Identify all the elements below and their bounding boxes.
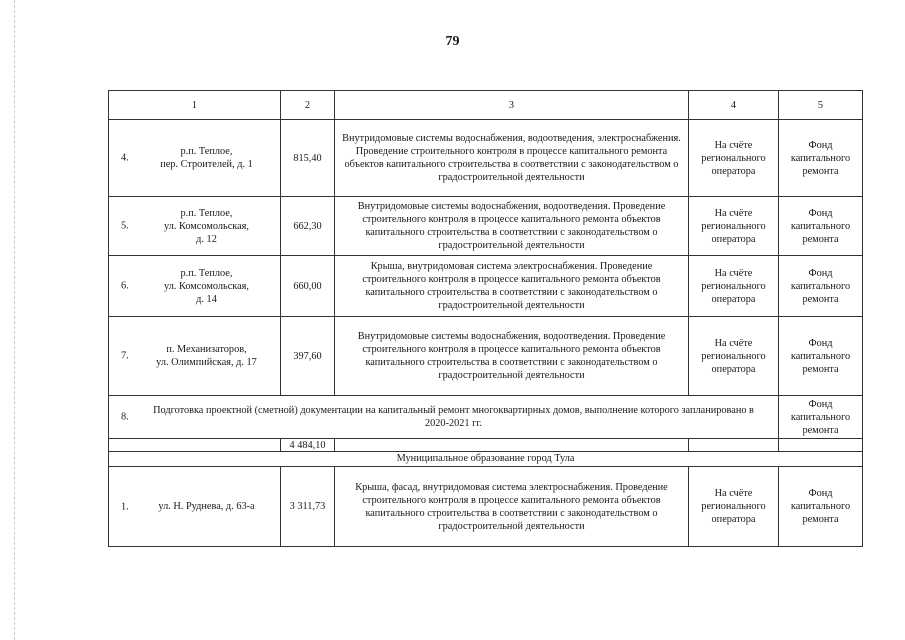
works-description: Внутридомовые системы водоснабжения, водоотведения, электроснабжения. Проведение строительного контроля в процессе капитального ремонта объектов капитального строительства в соответствии с законодательством о градостроительной деятельности: [335, 120, 689, 197]
total-empty-cell: [335, 439, 689, 452]
table-row-design-documentation: [109, 396, 863, 439]
municipality-heading-row: [109, 452, 863, 467]
header-col-5: 5: [779, 91, 863, 120]
funding-source: Фонд капитального ремонта: [779, 256, 863, 317]
house-area: 815,40: [281, 120, 335, 197]
works-description: Крыша, внутридомовая система электроснабжения. Проведение строительного контроля в процессе капитального ремонта объектов капитального строительства в соответствии с законодательством о градостроительной деятельности: [335, 256, 689, 317]
row-number: 5.: [121, 220, 129, 232]
house-area: 660,00: [281, 256, 335, 317]
header-col-4: 4: [689, 91, 779, 120]
works-description: Внутридомовые системы водоснабжения, водоотведения. Проведение строительного контроля в процессе капитального ремонта объектов капитального строительства в соответствии с законодательством о градостроительной деятельности: [335, 317, 689, 396]
total-empty-cell: [689, 439, 779, 452]
funding-source: Фонд капитального ремонта: [779, 467, 863, 547]
municipality-title: Муниципальное образование город Тула: [109, 452, 863, 467]
table-row: [109, 317, 863, 396]
works-description: Крыша, фасад, внутридомовая система электроснабжения. Проведение строительного контроля в процессе капитального ремонта объектов капитального строительства в соответствии с законодательством о градостроительной деятельности: [335, 467, 689, 547]
design-documentation-cell: [109, 396, 779, 439]
house-area: 397,60: [281, 317, 335, 396]
house-address: ул. Н. Руднева, д. 63-а: [158, 501, 255, 512]
house-address: п. Механизаторов, ул. Олимпийская, д. 17: [156, 344, 257, 368]
design-documentation-text: Подготовка проектной (сметной) документации на капитальный ремонт многоквартирных домов, выполнение которого запланировано в 2020-2021 гг.: [153, 405, 754, 429]
repair-program-table: [108, 90, 863, 547]
house-address: р.п. Теплое, пер. Строителей, д. 1: [160, 146, 253, 170]
funding-source: Фонд капитального ремонта: [779, 317, 863, 396]
house-area: 662,30: [281, 197, 335, 256]
works-description: Внутридомовые системы водоснабжения, водоотведения. Проведение строительного контроля в процессе капитального ремонта объектов капитального строительства в соответствии с законодательством о градостроительной деятельности: [335, 197, 689, 256]
row-number: 1.: [121, 501, 129, 512]
total-area: 4 484,10: [281, 439, 335, 452]
funding-source: Фонд капитального ремонта: [779, 120, 863, 197]
total-row: [109, 439, 863, 452]
row-number: 6.: [121, 280, 129, 292]
house-address: р.п. Теплое, ул. Комсомольская, д. 14: [164, 267, 249, 305]
address-cell: [109, 197, 281, 256]
table-row: [109, 256, 863, 317]
header-col-1: 1: [109, 91, 281, 120]
house-address: р.п. Теплое, ул. Комсомольская, д. 12: [164, 207, 249, 245]
address-cell: [109, 317, 281, 396]
house-area: 3 311,73: [281, 467, 335, 547]
total-empty-cell: [779, 439, 863, 452]
row-number: 7.: [121, 350, 129, 362]
account-type: На счёте регионального оператора: [689, 467, 779, 547]
account-type: На счёте регионального оператора: [689, 317, 779, 396]
account-type: На счёте регионального оператора: [689, 197, 779, 256]
table-row: [109, 120, 863, 197]
address-cell: [109, 120, 281, 197]
address-cell: [109, 467, 281, 547]
account-type: На счёте регионального оператора: [689, 256, 779, 317]
address-cell: [109, 256, 281, 317]
header-col-2: 2: [281, 91, 335, 120]
funding-source: Фонд капитального ремонта: [779, 396, 863, 439]
account-type: На счёте регионального оператора: [689, 120, 779, 197]
page-left-margin-line: [14, 0, 15, 640]
row-number: 8.: [121, 411, 129, 423]
header-col-3: 3: [335, 91, 689, 120]
table-header-row: [109, 91, 863, 120]
row-number: 4.: [121, 152, 129, 164]
funding-source: Фонд капитального ремонта: [779, 197, 863, 256]
table-row: [109, 467, 863, 547]
page-number: 79: [445, 34, 460, 49]
total-label-cell: [109, 439, 281, 452]
table-row: [109, 197, 863, 256]
